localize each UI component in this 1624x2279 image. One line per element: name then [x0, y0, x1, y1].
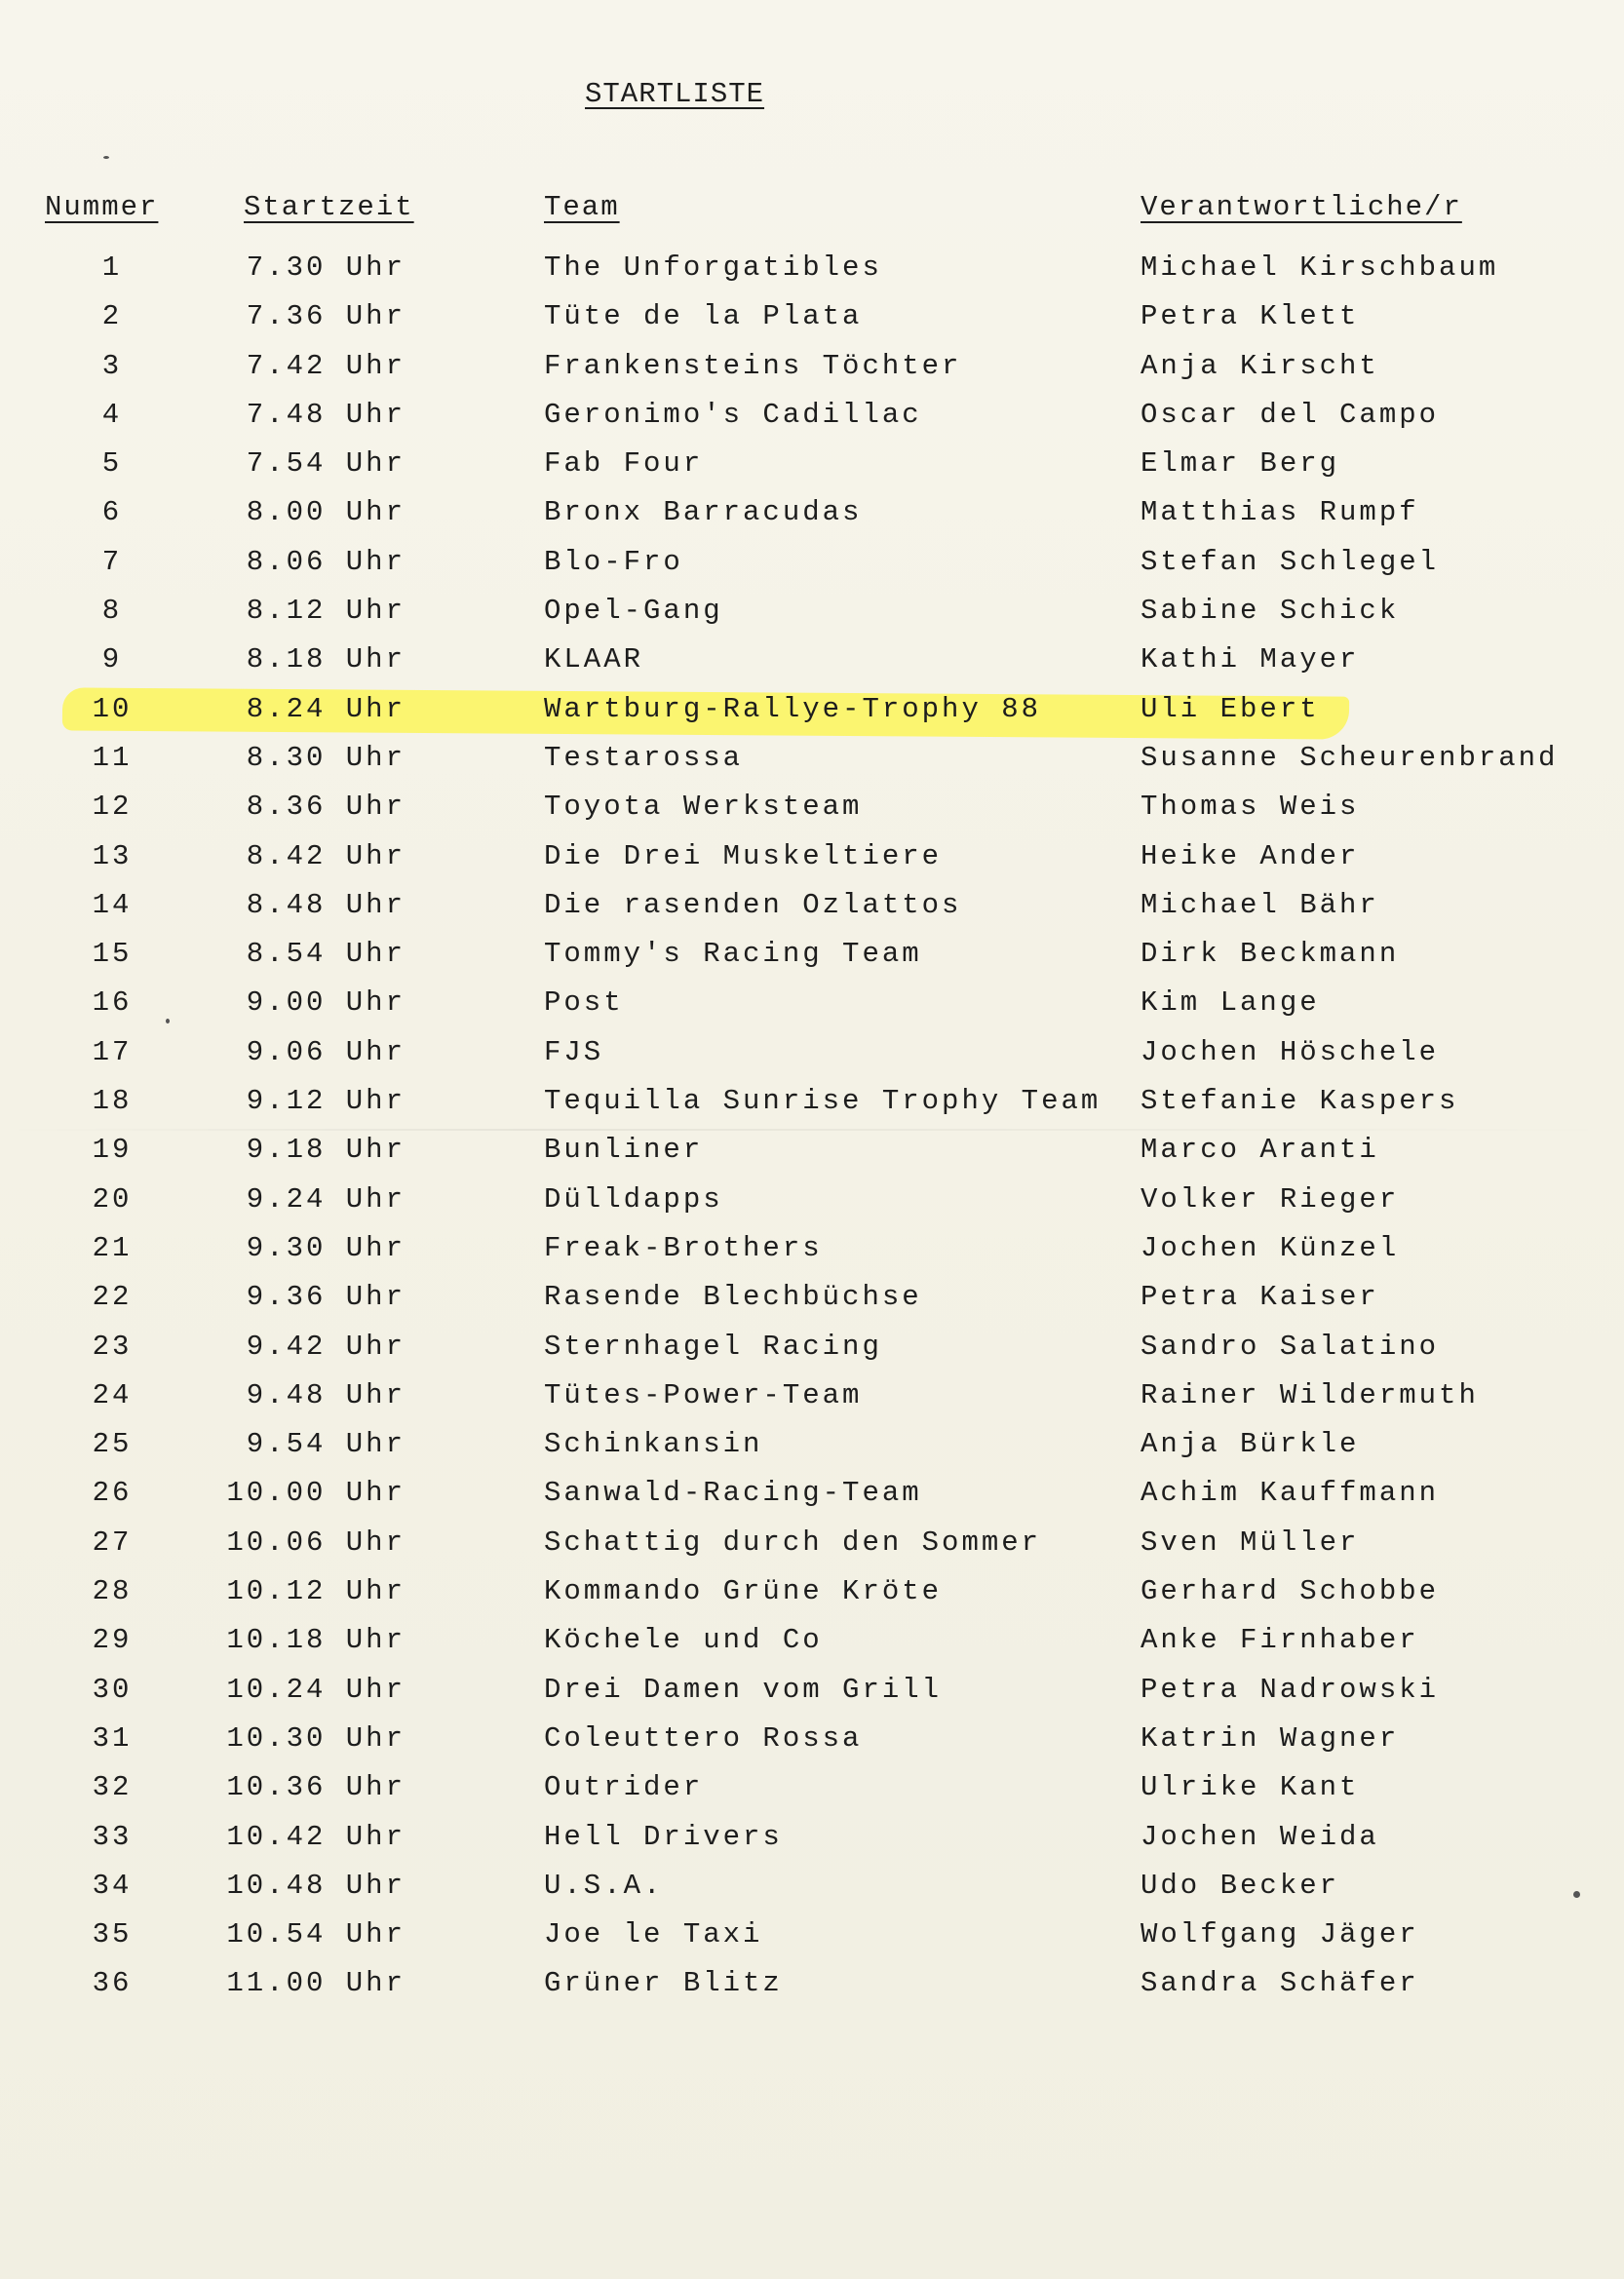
row-team: Drei Damen vom Grill: [544, 1673, 943, 1706]
row-start-time: 10.30 Uhr: [226, 1721, 406, 1755]
row-responsible: Anke Firnhaber: [1141, 1624, 1419, 1657]
row-number: 15: [92, 938, 133, 971]
row-number: 1: [101, 251, 123, 284]
table-row: [0, 1331, 1624, 1379]
row-start-time: 11.00 Uhr: [226, 1967, 406, 2000]
row-start-time: 9.06 Uhr: [246, 1035, 406, 1068]
row-start-time: 9.48 Uhr: [246, 1378, 406, 1411]
paper-speck: [1573, 1891, 1580, 1898]
row-start-time: 8.18 Uhr: [246, 643, 406, 676]
row-start-time: 8.42 Uhr: [246, 839, 406, 872]
row-start-time: 10.48 Uhr: [226, 1869, 406, 1902]
row-number: 28: [92, 1575, 133, 1608]
row-number: 36: [92, 1967, 133, 2000]
table-row: [0, 1183, 1624, 1232]
header-responsible: Verantwortliche/r: [1141, 191, 1462, 223]
row-start-time: 7.48 Uhr: [246, 398, 406, 431]
row-team: Joe le Taxi: [544, 1918, 763, 1951]
row-number: 34: [92, 1869, 133, 1902]
row-team: Outrider: [544, 1771, 704, 1804]
row-number: 25: [92, 1428, 133, 1461]
table-row: [0, 1575, 1624, 1624]
table-row: [0, 1036, 1624, 1085]
row-number: 32: [92, 1771, 133, 1804]
row-responsible: Udo Becker: [1141, 1869, 1340, 1902]
row-team: Tequilla Sunrise Trophy Team: [544, 1085, 1102, 1118]
row-team: Tüte de la Plata: [544, 300, 863, 333]
row-start-time: 8.54 Uhr: [246, 938, 406, 971]
row-start-time: 7.42 Uhr: [246, 349, 406, 382]
row-number: 9: [101, 643, 123, 676]
row-start-time: 9.36 Uhr: [246, 1281, 406, 1314]
row-team: Kommando Grüne Kröte: [544, 1575, 943, 1608]
row-number: 21: [92, 1231, 133, 1264]
row-responsible: Michael Bähr: [1141, 888, 1379, 921]
row-number: 12: [92, 791, 133, 824]
row-start-time: 10.54 Uhr: [226, 1918, 406, 1951]
row-responsible: Sandra Schäfer: [1141, 1967, 1419, 2000]
table-row: [0, 1428, 1624, 1477]
row-team: Die Drei Muskeltiere: [544, 839, 943, 872]
row-responsible: Stefan Schlegel: [1141, 545, 1440, 578]
row-number: 29: [92, 1624, 133, 1657]
row-start-time: 10.42 Uhr: [226, 1820, 406, 1853]
table-row: [0, 1477, 1624, 1526]
row-number: 27: [92, 1526, 133, 1559]
table-row: [0, 447, 1624, 496]
row-start-time: 8.36 Uhr: [246, 791, 406, 824]
table-row: [0, 1134, 1624, 1182]
row-team: Freak-Brothers: [544, 1231, 823, 1264]
paper-speck: [166, 1019, 170, 1024]
row-number: 7: [101, 545, 123, 578]
row-start-time: 7.36 Uhr: [246, 300, 406, 333]
table-row: [0, 693, 1624, 742]
header-start-time: Startzeit: [244, 191, 414, 223]
row-responsible: Sandro Salatino: [1141, 1330, 1440, 1363]
row-number: 30: [92, 1673, 133, 1706]
row-team: Wartburg-Rallye-Trophy 88: [544, 692, 1042, 725]
row-number: 5: [101, 447, 123, 481]
row-team: Toyota Werksteam: [544, 791, 863, 824]
row-responsible: Kim Lange: [1141, 986, 1320, 1020]
row-start-time: 8.06 Uhr: [246, 545, 406, 578]
row-team: Hell Drivers: [544, 1820, 783, 1853]
row-number: 22: [92, 1281, 133, 1314]
row-responsible: Jochen Weida: [1141, 1820, 1379, 1853]
row-responsible: Jochen Künzel: [1141, 1231, 1400, 1264]
row-responsible: Anja Bürkle: [1141, 1428, 1360, 1461]
row-responsible: Anja Kirscht: [1141, 349, 1379, 382]
row-start-time: 9.18 Uhr: [246, 1134, 406, 1167]
row-responsible: Achim Kauffmann: [1141, 1477, 1440, 1510]
table-row: [0, 251, 1624, 300]
row-responsible: Stefanie Kaspers: [1141, 1085, 1459, 1118]
row-start-time: 10.00 Uhr: [226, 1477, 406, 1510]
row-number: 4: [101, 398, 123, 431]
row-team: Die rasenden Ozlattos: [544, 888, 962, 921]
row-responsible: Volker Rieger: [1141, 1182, 1400, 1216]
row-team: Tütes-Power-Team: [544, 1378, 863, 1411]
row-start-time: 8.12 Uhr: [246, 595, 406, 628]
table-row: [0, 1967, 1624, 2016]
row-responsible: Katrin Wagner: [1141, 1721, 1400, 1755]
table-row: [0, 350, 1624, 399]
row-responsible: Marco Aranti: [1141, 1134, 1379, 1167]
row-start-time: 10.36 Uhr: [226, 1771, 406, 1804]
table-row: [0, 595, 1624, 643]
row-team: Frankensteins Töchter: [544, 349, 962, 382]
row-team: Sternhagel Racing: [544, 1330, 882, 1363]
table-row: [0, 1821, 1624, 1870]
row-responsible: Thomas Weis: [1141, 791, 1360, 824]
row-team: Schattig durch den Sommer: [544, 1526, 1042, 1559]
row-team: Blo-Fro: [544, 545, 683, 578]
row-responsible: Sabine Schick: [1141, 595, 1400, 628]
row-number: 6: [101, 496, 123, 529]
row-start-time: 8.30 Uhr: [246, 741, 406, 774]
table-row: [0, 1085, 1624, 1134]
table-row: [0, 546, 1624, 595]
start-list-table: [0, 251, 1624, 2017]
row-number: 10: [92, 692, 133, 725]
table-row: [0, 1379, 1624, 1428]
table-row: [0, 1624, 1624, 1673]
row-team: Rasende Blechbüchse: [544, 1281, 922, 1314]
row-team: Fab Four: [544, 447, 704, 481]
table-row: [0, 1771, 1624, 1820]
table-row: [0, 496, 1624, 545]
paper-speck: [103, 156, 109, 159]
row-number: 20: [92, 1182, 133, 1216]
row-team: Bunliner: [544, 1134, 704, 1167]
row-team: Bronx Barracudas: [544, 496, 863, 529]
row-number: 17: [92, 1035, 133, 1068]
row-number: 13: [92, 839, 133, 872]
row-number: 16: [92, 986, 133, 1020]
row-responsible: Susanne Scheurenbrand: [1141, 741, 1559, 774]
row-team: Testarossa: [544, 741, 744, 774]
table-row: [0, 300, 1624, 349]
document-title: STARTLISTE: [585, 78, 765, 110]
table-row: [0, 399, 1624, 447]
row-team: Grüner Blitz: [544, 1967, 783, 2000]
row-start-time: 9.30 Uhr: [246, 1231, 406, 1264]
row-responsible: Ulrike Kant: [1141, 1771, 1360, 1804]
row-responsible: Matthias Rumpf: [1141, 496, 1419, 529]
row-responsible: Petra Klett: [1141, 300, 1360, 333]
row-team: Dülldapps: [544, 1182, 723, 1216]
row-responsible: Gerhard Schobbe: [1141, 1575, 1440, 1608]
row-number: 24: [92, 1378, 133, 1411]
row-number: 2: [101, 300, 123, 333]
row-number: 23: [92, 1330, 133, 1363]
row-responsible: Elmar Berg: [1141, 447, 1340, 481]
row-team: U.S.A.: [544, 1869, 664, 1902]
row-team: Köchele und Co: [544, 1624, 823, 1657]
row-number: 14: [92, 888, 133, 921]
row-number: 35: [92, 1918, 133, 1951]
table-row: [0, 938, 1624, 986]
row-responsible: Jochen Höschele: [1141, 1035, 1440, 1068]
row-responsible: Sven Müller: [1141, 1526, 1360, 1559]
row-start-time: 9.42 Uhr: [246, 1330, 406, 1363]
row-responsible: Uli Ebert: [1141, 692, 1320, 725]
row-team: Geronimo's Cadillac: [544, 398, 922, 431]
row-start-time: 8.00 Uhr: [246, 496, 406, 529]
table-row: [0, 889, 1624, 938]
row-number: 18: [92, 1085, 133, 1118]
row-start-time: 7.54 Uhr: [246, 447, 406, 481]
table-row: [0, 1232, 1624, 1281]
row-start-time: 10.18 Uhr: [226, 1624, 406, 1657]
row-team: Post: [544, 986, 624, 1020]
row-team: Coleuttero Rossa: [544, 1721, 863, 1755]
table-row: [0, 1526, 1624, 1575]
row-start-time: 10.24 Uhr: [226, 1673, 406, 1706]
row-start-time: 7.30 Uhr: [246, 251, 406, 284]
row-responsible: Kathi Mayer: [1141, 643, 1360, 676]
row-responsible: Rainer Wildermuth: [1141, 1378, 1479, 1411]
row-responsible: Petra Nadrowski: [1141, 1673, 1440, 1706]
table-row: [0, 1281, 1624, 1330]
row-team: Sanwald-Racing-Team: [544, 1477, 922, 1510]
row-start-time: 10.12 Uhr: [226, 1575, 406, 1608]
table-row: [0, 1722, 1624, 1771]
row-start-time: 8.48 Uhr: [246, 888, 406, 921]
row-responsible: Michael Kirschbaum: [1141, 251, 1499, 284]
row-start-time: 10.06 Uhr: [226, 1526, 406, 1559]
row-responsible: Petra Kaiser: [1141, 1281, 1379, 1314]
table-row: [0, 742, 1624, 791]
header-team: Team: [544, 191, 620, 223]
row-responsible: Heike Ander: [1141, 839, 1360, 872]
table-row: [0, 1918, 1624, 1967]
table-row: [0, 840, 1624, 889]
row-number: 31: [92, 1721, 133, 1755]
row-start-time: 9.54 Uhr: [246, 1428, 406, 1461]
row-start-time: 9.00 Uhr: [246, 986, 406, 1020]
row-team: The Unforgatibles: [544, 251, 882, 284]
row-number: 3: [101, 349, 123, 382]
row-number: 8: [101, 595, 123, 628]
row-responsible: Oscar del Campo: [1141, 398, 1440, 431]
row-number: 11: [92, 741, 133, 774]
table-row: [0, 643, 1624, 692]
row-team: KLAAR: [544, 643, 644, 676]
table-row: [0, 1674, 1624, 1722]
row-start-time: 8.24 Uhr: [246, 692, 406, 725]
table-row: [0, 1870, 1624, 1918]
row-number: 26: [92, 1477, 133, 1510]
row-number: 33: [92, 1820, 133, 1853]
row-responsible: Dirk Beckmann: [1141, 938, 1400, 971]
row-team: Schinkansin: [544, 1428, 763, 1461]
row-team: Tommy's Racing Team: [544, 938, 922, 971]
row-start-time: 9.24 Uhr: [246, 1182, 406, 1216]
row-team: Opel-Gang: [544, 595, 723, 628]
row-responsible: Wolfgang Jäger: [1141, 1918, 1419, 1951]
row-number: 19: [92, 1134, 133, 1167]
row-team: FJS: [544, 1035, 604, 1068]
table-row: [0, 791, 1624, 839]
row-start-time: 9.12 Uhr: [246, 1085, 406, 1118]
header-number: Nummer: [45, 191, 159, 223]
table-row: [0, 986, 1624, 1035]
